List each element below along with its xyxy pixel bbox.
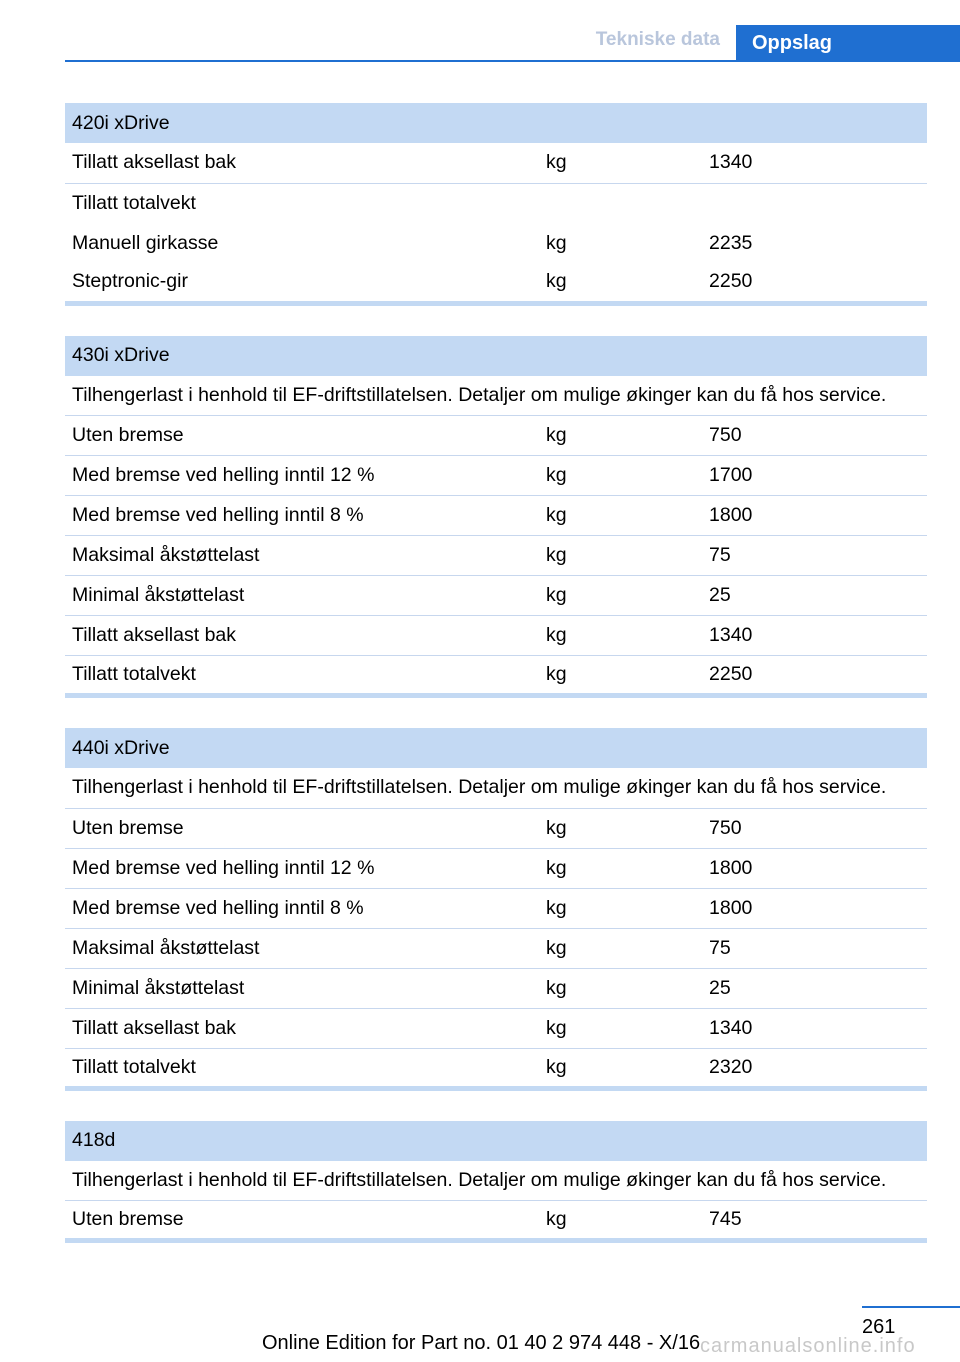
row-unit: kg bbox=[539, 143, 702, 183]
row-value: 25 bbox=[702, 968, 927, 1008]
row-value: 1700 bbox=[702, 456, 927, 496]
row-value: 745 bbox=[702, 1201, 927, 1241]
row-value: 2250 bbox=[702, 656, 927, 696]
row-unit: kg bbox=[539, 1048, 702, 1088]
table-note-row bbox=[65, 376, 927, 416]
table-title: 430i xDrive bbox=[65, 336, 927, 376]
table-row bbox=[65, 143, 927, 183]
row-unit: kg bbox=[539, 968, 702, 1008]
row-unit: kg bbox=[539, 536, 702, 576]
row-unit: kg bbox=[539, 456, 702, 496]
row-label: Med bremse ved helling inntil 12 % bbox=[65, 848, 539, 888]
row-value: 1340 bbox=[702, 143, 927, 183]
table-row bbox=[65, 223, 927, 263]
row-value: 750 bbox=[702, 416, 927, 456]
table-row bbox=[65, 808, 927, 848]
row-value: 75 bbox=[702, 928, 927, 968]
row-label: Tillatt totalvekt bbox=[65, 656, 539, 696]
table-row bbox=[65, 1008, 927, 1048]
page-number: 261 bbox=[862, 1316, 896, 1338]
row-label: Uten bremse bbox=[65, 808, 539, 848]
row-unit: kg bbox=[539, 1201, 702, 1241]
table-row bbox=[65, 576, 927, 616]
row-value: 1800 bbox=[702, 848, 927, 888]
table-row bbox=[65, 536, 927, 576]
row-label: Maksimal åkstøttelast bbox=[65, 928, 539, 968]
table-row bbox=[65, 928, 927, 968]
spec-table-418d bbox=[65, 1121, 927, 1244]
row-label: Uten bremse bbox=[65, 1201, 539, 1241]
row-value: 2235 bbox=[709, 231, 753, 254]
row-value: 1800 bbox=[702, 888, 927, 928]
row-label: Tillatt aksellast bak bbox=[65, 616, 539, 656]
row-unit: kg bbox=[539, 576, 702, 616]
table-row bbox=[65, 968, 927, 1008]
footer-rule bbox=[862, 1306, 960, 1308]
row-value bbox=[702, 183, 927, 223]
row-label: Maksimal åkstøttelast bbox=[65, 536, 539, 576]
table-note: Tilhengerlast i henhold til EF-driftstillatelsen. Detaljer om mulige økinger kan du få hos service. bbox=[65, 768, 927, 808]
row-unit: kg bbox=[539, 808, 702, 848]
table-note-row bbox=[65, 768, 927, 808]
row-unit: kg bbox=[539, 888, 702, 928]
table-row bbox=[65, 416, 927, 456]
row-unit: kg bbox=[539, 848, 702, 888]
table-row bbox=[65, 616, 927, 656]
watermark: carmanualsonline.info bbox=[700, 1335, 916, 1357]
row-label: Tillatt aksellast bak bbox=[65, 143, 539, 183]
row-label: Manuell girkasse bbox=[72, 231, 219, 254]
section-label[interactable]: Tekniske data bbox=[595, 29, 720, 50]
row-value: 75 bbox=[702, 536, 927, 576]
spec-table-440i-xdrive bbox=[65, 728, 927, 1091]
table-row bbox=[65, 1048, 927, 1088]
table-row bbox=[65, 888, 927, 928]
table-row bbox=[65, 656, 927, 696]
table-note: Tilhengerlast i henhold til EF-driftstillatelsen. Detaljer om mulige økinger kan du få hos service. bbox=[65, 376, 927, 416]
row-value: 750 bbox=[702, 808, 927, 848]
row-unit: kg bbox=[546, 231, 567, 254]
row-label: Tillatt aksellast bak bbox=[65, 1008, 539, 1048]
row-label: Tillatt totalvekt bbox=[72, 191, 196, 214]
spec-table-420i-xdrive bbox=[65, 103, 927, 306]
table-row bbox=[65, 496, 927, 536]
row-label: Uten bremse bbox=[65, 416, 539, 456]
page-header bbox=[0, 25, 960, 63]
header-rule bbox=[65, 60, 960, 62]
row-unit: kg bbox=[539, 616, 702, 656]
table-row bbox=[65, 1201, 927, 1241]
section-tab-active[interactable]: Oppslag bbox=[736, 25, 960, 62]
row-label: Steptronic-gir bbox=[65, 263, 539, 303]
table-row bbox=[65, 456, 927, 496]
table-row bbox=[65, 183, 927, 223]
table-note-row bbox=[65, 1161, 927, 1201]
row-value: 25 bbox=[702, 576, 927, 616]
row-value: 2250 bbox=[702, 263, 927, 303]
row-unit: kg bbox=[539, 416, 702, 456]
row-value: 1340 bbox=[702, 1008, 927, 1048]
spec-table-430i-xdrive bbox=[65, 336, 927, 699]
row-unit: kg bbox=[539, 496, 702, 536]
table-title: 420i xDrive bbox=[65, 103, 927, 143]
table-row bbox=[65, 263, 927, 303]
row-label: Med bremse ved helling inntil 8 % bbox=[65, 888, 539, 928]
table-title: 440i xDrive bbox=[65, 728, 927, 768]
row-label: Minimal åkstøttelast bbox=[65, 968, 539, 1008]
row-unit: kg bbox=[539, 656, 702, 696]
table-title: 418d bbox=[65, 1121, 927, 1161]
spec-tables bbox=[65, 103, 927, 1273]
row-label: Med bremse ved helling inntil 12 % bbox=[65, 456, 539, 496]
row-unit bbox=[539, 183, 702, 223]
row-value: 2320 bbox=[702, 1048, 927, 1088]
row-unit: kg bbox=[539, 263, 702, 303]
table-row bbox=[65, 848, 927, 888]
row-value: 1340 bbox=[702, 616, 927, 656]
row-unit: kg bbox=[539, 1008, 702, 1048]
table-note: Tilhengerlast i henhold til EF-driftstillatelsen. Detaljer om mulige økinger kan du få hos service. bbox=[65, 1161, 927, 1201]
row-unit: kg bbox=[539, 928, 702, 968]
row-label: Minimal åkstøttelast bbox=[65, 576, 539, 616]
row-label: Med bremse ved helling inntil 8 % bbox=[65, 496, 539, 536]
row-value: 1800 bbox=[702, 496, 927, 536]
edition-note: Online Edition for Part no. 01 40 2 974 448 - X/16 bbox=[262, 1332, 701, 1354]
row-label: Tillatt totalvekt bbox=[65, 1048, 539, 1088]
